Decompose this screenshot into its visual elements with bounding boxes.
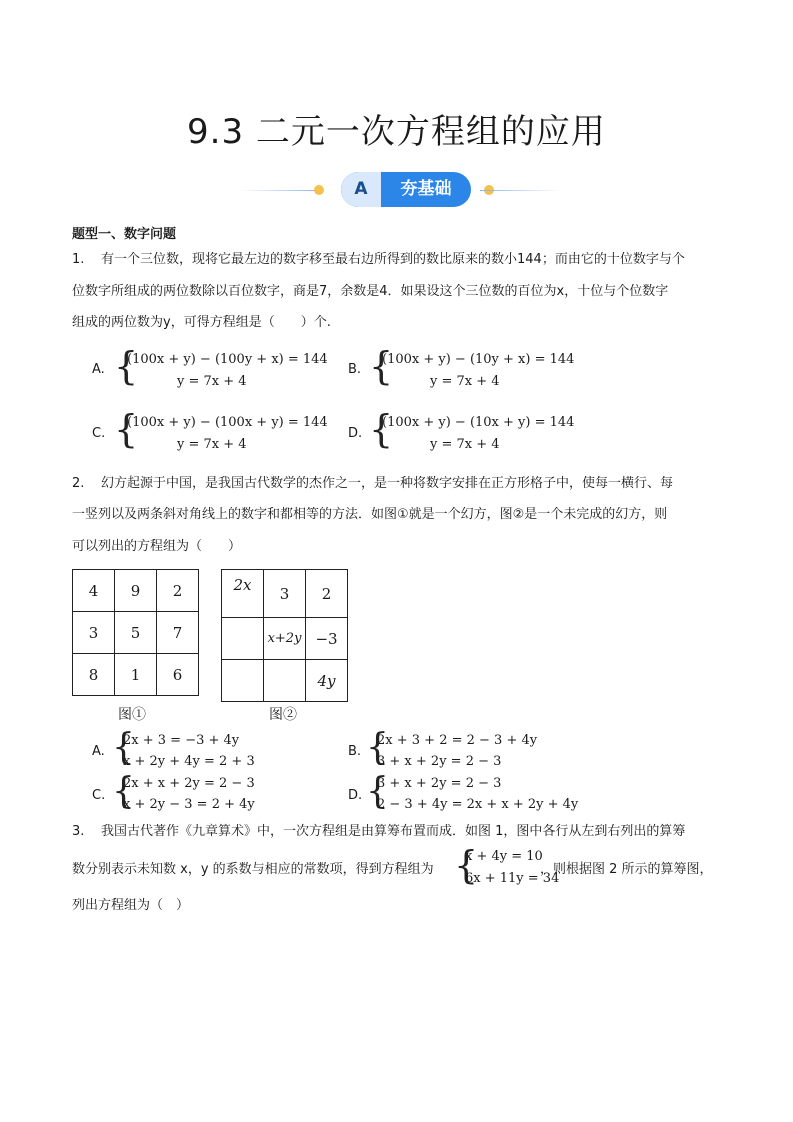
option-label: B.: [348, 362, 362, 377]
q2-line3: 可以列出的方程组为（ ）: [72, 539, 242, 554]
brace-icon: {: [112, 771, 135, 812]
q1-line3: 组成的两位数为y，可得方程组是（ ）个.: [72, 315, 331, 330]
grid-row: [73, 612, 199, 654]
q2-line1: 幻方起源于中国，是我国古代数学的杰作之一，是一种将数字安排在正方形格子中，使每一横行、每: [101, 476, 674, 491]
section-heading: 题型一、数字问题: [72, 227, 177, 242]
q1-number: 1.: [72, 252, 85, 267]
grid-row: [222, 570, 348, 618]
grid-cell: 2: [157, 570, 199, 612]
grid-cell: x+2y: [264, 618, 306, 660]
grid-cell: 2x: [222, 570, 264, 618]
figure-caption-1: 图①: [118, 707, 146, 723]
option-label: A.: [92, 744, 105, 759]
equation-1: (100x + y) − (100x + y) = 144: [127, 415, 328, 430]
brace-icon: {: [114, 407, 139, 451]
grid-cell: [222, 618, 264, 660]
brace-icon: {: [369, 344, 394, 388]
brace-icon: {: [366, 771, 389, 812]
brace-icon: {: [454, 843, 479, 887]
magic-square-1: [72, 569, 199, 696]
option-label: B.: [348, 744, 362, 759]
banner-line-right: [480, 190, 560, 191]
equation-2: y = 7x + 4: [430, 437, 500, 452]
q3-line3: 列出方程组为（ ）: [72, 898, 190, 913]
equation-1: (100x + y) − (100y + x) = 144: [127, 352, 328, 367]
grid-row: [73, 654, 199, 696]
grid-cell: 8: [73, 654, 115, 696]
grid-row: [222, 660, 348, 702]
grid-cell: [222, 660, 264, 702]
grid-cell: 3: [264, 570, 306, 618]
banner-text: 夯基础: [400, 179, 452, 199]
page-title: 9.3 二元一次方程组的应用: [187, 112, 606, 152]
section-banner: [240, 172, 560, 208]
brace-icon: {: [112, 727, 135, 768]
banner-letter: A: [341, 172, 381, 207]
grid-row: [73, 570, 199, 612]
brace-icon: {: [369, 407, 394, 451]
option-label: D.: [348, 426, 363, 441]
equation-1: (100x + y) − (10y + x) = 144: [382, 352, 575, 367]
equation-1: 2x + 3 = −3 + 4y: [123, 733, 240, 748]
equation-2: y = 7x + 4: [430, 374, 500, 389]
equation-2: x + 2y + 4y = 2 + 3: [123, 754, 255, 769]
equation-2: x + 2y − 3 = 2 + 4y: [123, 797, 255, 812]
grid-cell: −3: [306, 618, 348, 660]
equation-1: (100x + y) − (10x + y) = 144: [382, 415, 575, 430]
equation-1: 2x + x + 2y = 2 − 3: [123, 776, 255, 791]
q3-line1: 我国古代著作《九章算术》中，一次方程组是由算筹布置而成．如图 1，图中各行从左到右列出的算筹: [101, 824, 686, 839]
q1-line2: 位数字所组成的两位数除以百位数字，商是7，余数是4．如果设这个三位数的百位为x，十位与个位数字: [72, 284, 669, 299]
q2-number: 2.: [72, 476, 85, 491]
grid-cell: 6: [157, 654, 199, 696]
figure-caption-2: 图②: [269, 707, 297, 723]
brace-icon: {: [114, 344, 139, 388]
equation-2: 3 + x + 2y = 2 − 3: [377, 754, 502, 769]
equation-2: 2 − 3 + 4y = 2x + x + 2y + 4y: [377, 797, 579, 812]
grid-cell: 4y: [306, 660, 348, 702]
q3-line2-start: 数分别表示未知数 x，y 的系数与相应的常数项，得到方程组为: [72, 862, 434, 877]
grid-cell: 1: [115, 654, 157, 696]
banner-dot-left: [314, 185, 324, 195]
grid-cell: 7: [157, 612, 199, 654]
option-label: A.: [92, 362, 105, 377]
grid-cell: 3: [73, 612, 115, 654]
q3-equation-1: x + 4y = 10: [465, 849, 543, 864]
grid-row: [222, 618, 348, 660]
option-label: C.: [92, 426, 106, 441]
grid-cell: 5: [115, 612, 157, 654]
grid-cell: 9: [115, 570, 157, 612]
equation-2: y = 7x + 4: [177, 437, 247, 452]
option-label: D.: [348, 788, 363, 803]
banner-pill: [341, 172, 471, 207]
q3-equation-2: 6x + 11y = 34: [465, 871, 560, 886]
grid-cell: 4: [73, 570, 115, 612]
q3-line2-end: ，则根据图 2 所示的算筹图，: [540, 862, 713, 877]
magic-square-2: [221, 569, 348, 702]
option-label: C.: [92, 788, 106, 803]
grid-cell: [264, 660, 306, 702]
equation-1: 2x + 3 + 2 = 2 − 3 + 4y: [377, 733, 538, 748]
q3-number: 3.: [72, 824, 85, 839]
q2-line2: 一竖列以及两条斜对角线上的数字和都相等的方法．如图①就是一个幻方，图②是一个未完成的幻方，则: [72, 507, 668, 522]
grid-cell: 2: [306, 570, 348, 618]
brace-icon: {: [366, 727, 389, 768]
banner-line-left: [240, 190, 320, 191]
equation-1: 3 + x + 2y = 2 − 3: [377, 776, 502, 791]
q1-line1: 有一个三位数，现将它最左边的数字移至最右边所得到的数比原来的数小144；而由它的十位数字与个: [101, 252, 685, 267]
equation-2: y = 7x + 4: [177, 374, 247, 389]
